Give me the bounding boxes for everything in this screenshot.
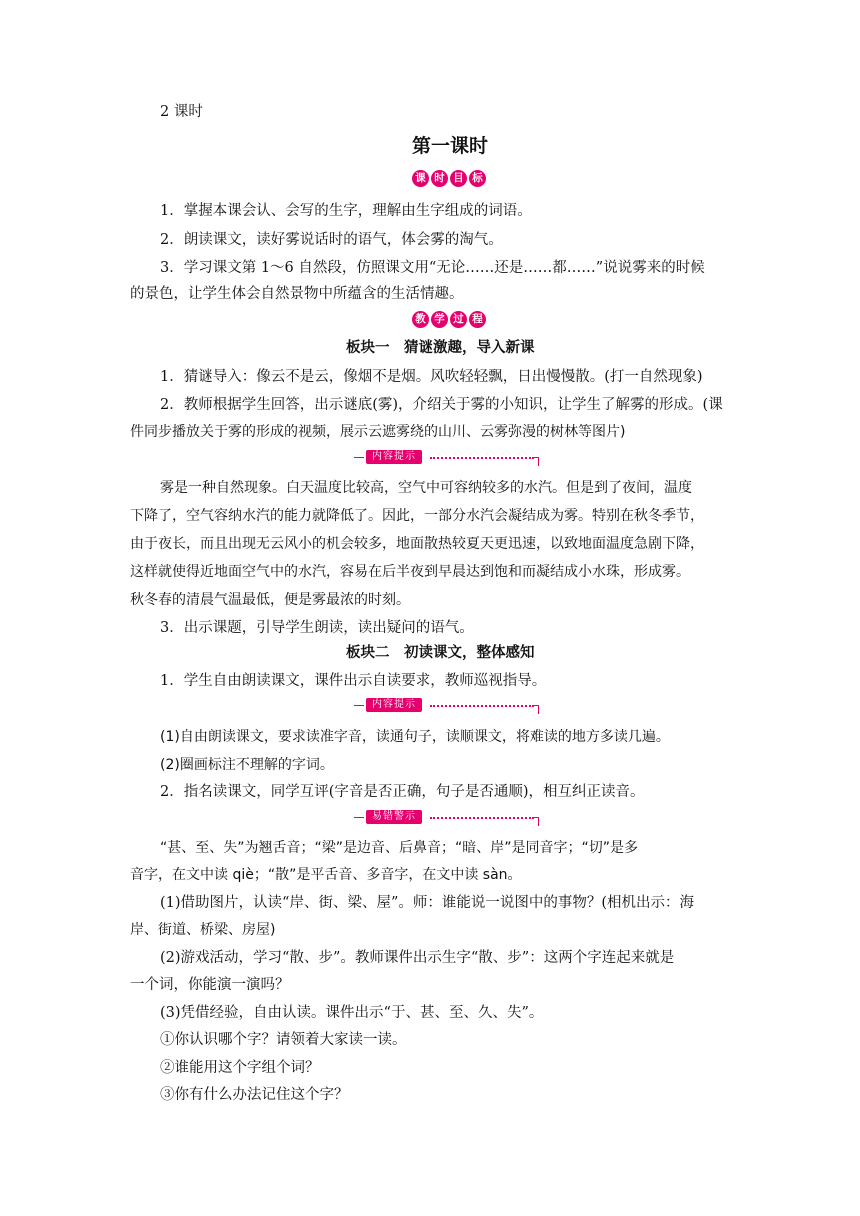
warn-line-1: “甚、至、失”为翘舌音；“梁”是边音、后鼻音；“暗、岸”是同音字；“切”是多 [160,840,639,856]
tip-line-2: 下降了，空气容纳水汽的能力就降低了。因此，一部分水汽会凝结成为雾。特别在秋冬季节， [130,508,704,524]
question-3: ③你有什么办法记住这个字？ [160,1087,349,1103]
tip-line-3: 由于夜长，而且出现无云风小的机会较多，地面散热较夏天更迅速，以致地面温度急剧下降， [130,536,704,552]
block1-line1: 1．猜谜导入：像云不是云，像烟不是烟。风吹轻轻飘，日出慢慢散。(打一自然现象) [160,369,703,385]
block2-line2: 2．指名读课文，同学互评(字音是否正确，句子是否通顺)，相互纠正读音。 [160,784,645,800]
block1-heading: 板块一 猜谜激趣，导入新课 [346,340,535,356]
header-note: 2 课时 [160,104,203,120]
step-1b: 岸、街道、桥梁、房屋) [130,922,276,938]
warn-line-2: 音字，在文中读 qiè；“散”是平舌音、多音字，在文中读 sàn。 [130,867,522,883]
block1-line3: 3．出示课题，引导学生朗读，读出疑问的语气。 [160,620,474,636]
badge-char: 目 [450,170,467,187]
block1-line2b: 件同步播放关于雾的形成的视频，展示云遮雾绕的山川、云雾弥漫的树林等图片) [130,424,626,440]
block1-line2a: 2．教师根据学生回答，出示谜底(雾)，介绍关于雾的小知识，让学生了解雾的形成。(课 [160,397,723,413]
tag-hook [534,457,539,466]
tip-line-4: 这样就使得近地面空气中的水汽，容易在后半夜到早晨达到饱和而凝结成小水珠，形成雾。 [130,564,690,580]
tag-dots [430,457,534,459]
badge-char: 学 [431,311,448,328]
content-tip-tag: 内容提示 [366,450,422,464]
block2-heading: 板块二 初读课文，整体感知 [346,645,535,661]
tag-lead [354,817,364,818]
tip-tag-line [354,698,539,714]
badge-char: 标 [469,170,486,187]
tag-hook [534,705,539,714]
goal-3: 3．学习课文第 1～6 自然段，仿照课文用“无论……还是……都……”说说雾来的时候 [160,260,705,276]
badge-char: 课 [412,170,429,187]
tag-dots [430,817,534,819]
tag-lead [354,705,364,706]
process-badge [412,311,486,328]
req-1: (1)自由朗读课文，要求读准字音，读通句子，读顺课文，将难读的地方多读几遍。 [160,729,670,745]
step-2a: (2)游戏活动，学习“散、步”。教师课件出示生字“散、步”：这两个字连起来就是 [160,950,675,966]
tag-dots [430,705,534,707]
badge-char: 过 [450,311,467,328]
goals-badge [412,170,486,187]
tip-line-1: 雾是一种自然现象。白天温度比较高，空气中可容纳较多的水汽。但是到了夜间，温度 [160,480,692,496]
tip-tag-line [354,450,539,466]
warn-tag-line [354,810,539,826]
tip-line-5: 秋冬春的清晨气温最低，便是雾最浓的时刻。 [130,592,410,608]
goal-3-cont: 的景色，让学生体会自然景物中所蕴含的生活情趣。 [130,286,464,302]
lesson-title: 第一课时 [412,135,489,157]
step-1a: (1)借助图片，认读“岸、街、梁、屋”。师：谁能说一说图中的事物？(相机出示：海 [160,895,695,911]
question-1: ①你认识哪个字？请领着大家读一读。 [160,1032,407,1048]
question-2: ②谁能用这个字组个词？ [160,1060,320,1076]
badge-char: 教 [412,311,429,328]
req-2: (2)圈画标注不理解的字词。 [160,757,334,773]
step-3: (3)凭借经验，自由认读。课件出示“于、甚、至、久、失”。 [160,1005,544,1021]
tag-hook [534,817,539,826]
goal-1: 1．掌握本课会认、会写的生字，理解由生字组成的词语。 [160,203,532,219]
badge-char: 时 [431,170,448,187]
badge-char: 程 [469,311,486,328]
tag-lead [354,457,364,458]
goal-2: 2．朗读课文，读好雾说话时的语气，体会雾的淘气。 [160,232,503,248]
error-warning-tag: 易错警示 [366,810,422,824]
step-2b: 一个词，你能演一演吗？ [130,977,290,993]
block2-line1: 1．学生自由朗读课文，课件出示自读要求，教师巡视指导。 [160,673,547,689]
content-tip-tag: 内容提示 [366,698,422,712]
